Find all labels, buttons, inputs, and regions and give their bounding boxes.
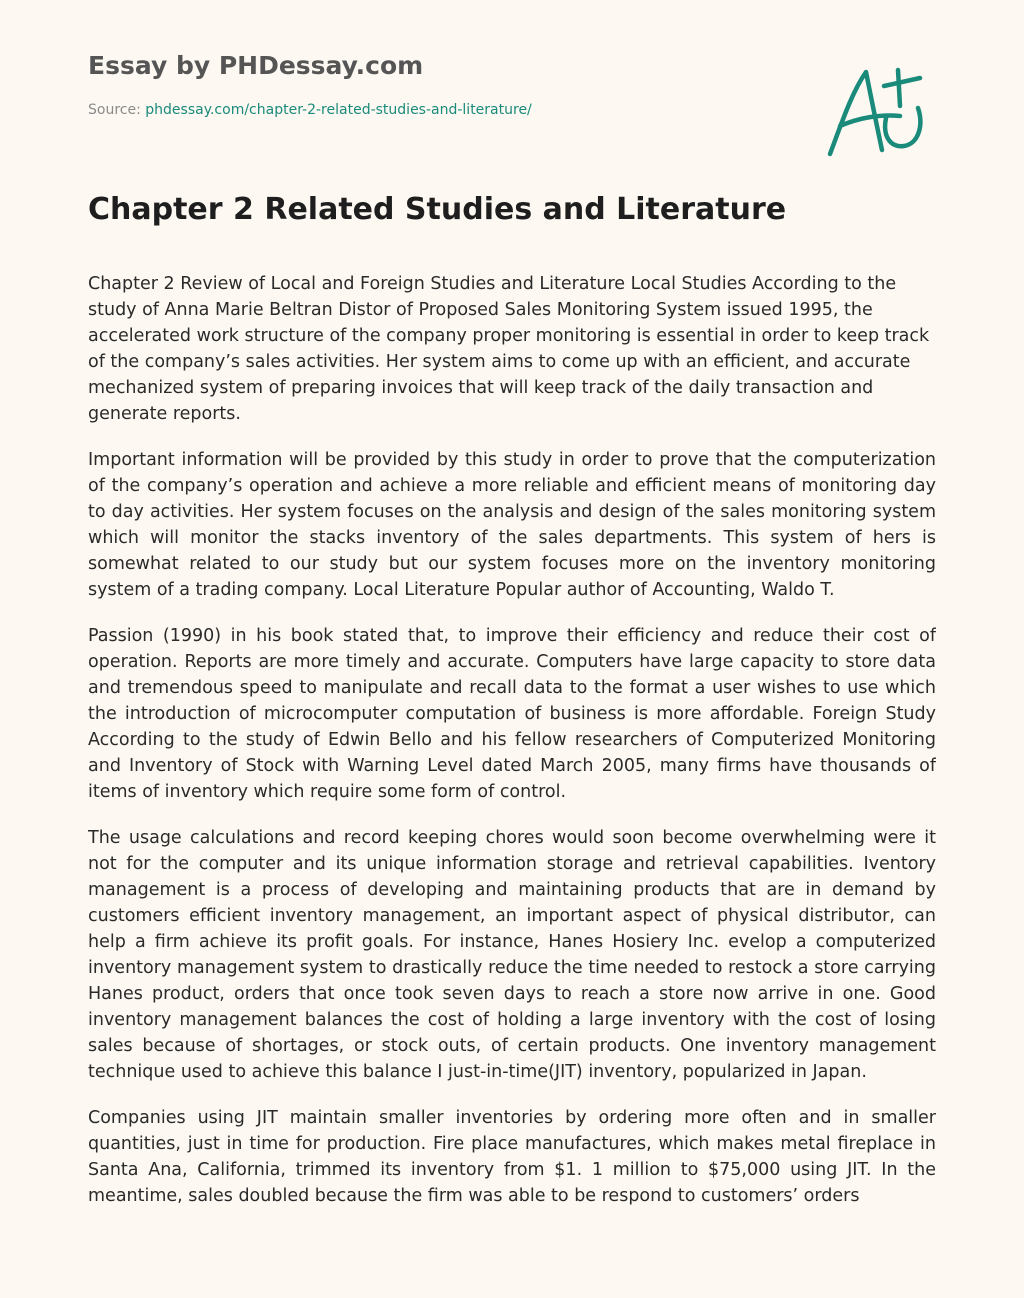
- essay-paragraph: Companies using JIT maintain smaller inventories by ordering more often and in smaller quantities, just in time for production. Fire place manufactures, which makes metal fireplace in Santa Ana, California, trimmed its inventory from $1. 1 million to $75,000 using JIT. In the meantime, sales doubled because the firm was able to be respond to customers’ orders: [88, 1108, 936, 1206]
- source-label: Source:: [88, 102, 141, 118]
- essay-paragraph: Passion (1990) in his book stated that, to improve their efficiency and reduce their cost of operation. Reports are more timely and accurate. Computers have large capacity to store data and tremendous speed to manipulate and recall data to the format a user wishes to use which the introduction of microcomputer computation of business is more affordable. Foreign Study According to the study of Edwin Bello and his fellow researchers of Computerized Monitoring and Inventory of Stock with Warning Level dated March 2005, many firms have thousands of items of inventory which require some form of control.: [88, 626, 936, 802]
- essay-body: [88, 271, 936, 1251]
- a-plus-logo-icon: [822, 62, 932, 162]
- essay-paragraph: The usage calculations and record keeping chores would soon become overwhelming were it not for the computer and its unique information storage and retrieval capabilities. Iventory management is a process of developing and maintaining products that are in demand by customers efficient inventory management, an important aspect of physical distributor, can help a firm achieve its profit goals. For instance, Hanes Hosiery Inc. evelop a computerized inventory management system to drastically reduce the time needed to restock a store carrying Hanes product, orders that once took seven days to reach a store now arrive in one. Good inventory management balances the cost of holding a large inventory with the cost of losing sales because of shortages, or stock outs, of certain products. One inventory management technique used to achieve this balance I just-in-time(JIT) inventory, popularized in Japan.: [88, 828, 936, 1082]
- site-title: Essay by PHDessay.com: [88, 51, 424, 80]
- essay-paragraph: Chapter 2 Review of Local and Foreign Studies and Literature Local Studies According to the study of Anna Marie Beltran Distor of Proposed Sales Monitoring System issued 1995, the accelerated work structure of the company proper monitoring is essential in order to keep track of the company’s sales activities. Her system aims to come up with an efficient, and accurate mechanized system of preparing invoices that will keep track of the daily transaction and generate reports.: [88, 274, 930, 424]
- essay-paragraph: Important information will be provided by this study in order to prove that the computerization of the company’s operation and achieve a more reliable and efficient means of monitoring day to day activities. Her system focuses on the analysis and design of the sales monitoring system which will monitor the stacks inventory of the sales departments. This system of hers is somewhat related to our study but our system focuses more on the inventory monitoring system of a trading company. Local Literature Popular author of Accounting, Waldo T.: [88, 450, 936, 600]
- source-line: [88, 101, 532, 119]
- page-title: Chapter 2 Related Studies and Literature: [88, 192, 787, 227]
- a-plus-logo: [822, 62, 932, 162]
- source-link[interactable]: phdessay.com/chapter-2-related-studies-and-literature/: [145, 102, 532, 118]
